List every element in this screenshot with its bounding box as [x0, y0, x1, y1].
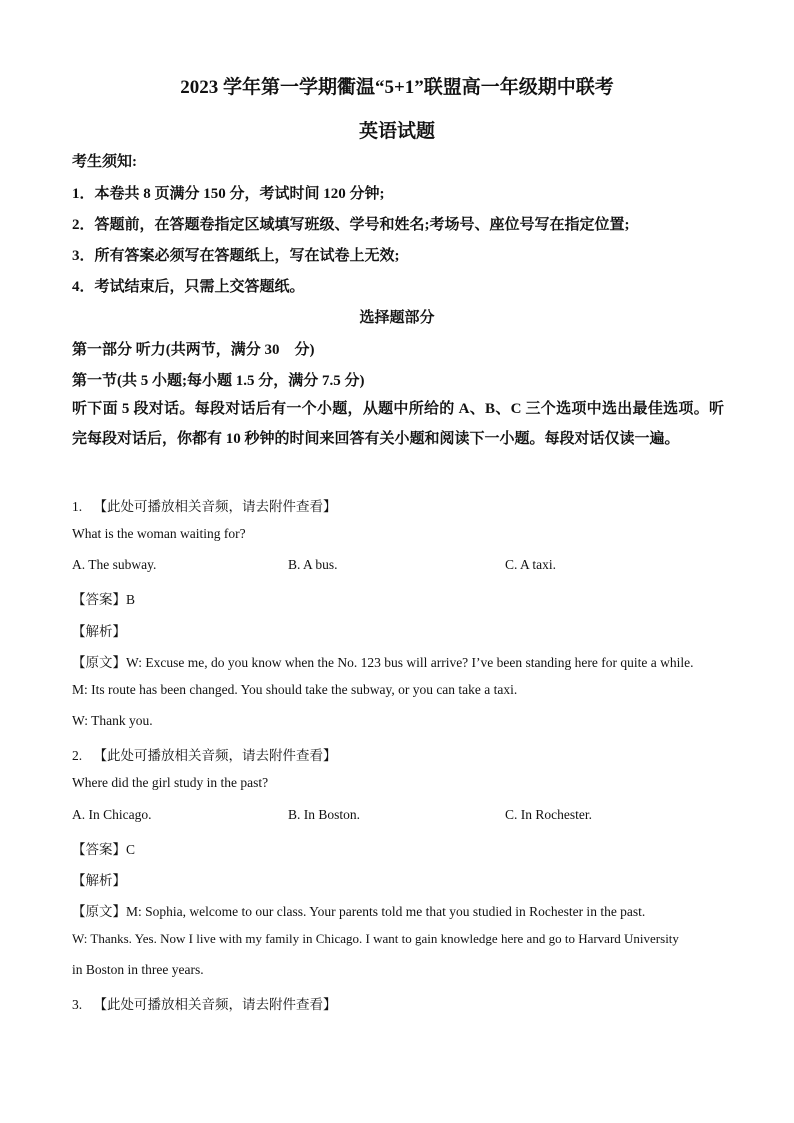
question-1-transcript-line: M: Its route has been changed. You should take the subway, or you can take a taxi.: [72, 682, 518, 697]
part-heading: 第一部分 听力(共两节，满分 30 分): [72, 342, 315, 358]
question-2-transcript-line: W: Thanks. Yes. Now I live with my family in Chicago. I want to gain knowledge here and go to Harvard University: [72, 931, 679, 946]
transcript-text: M: Sophia, welcome to our class. Your parents told me that you studied in Rochester in the past.: [126, 904, 646, 919]
audio-link[interactable]: 【此处可播放相关音频，请去附件查看】: [93, 748, 337, 764]
question-2-transcript-line: in Boston in three years.: [72, 962, 204, 977]
question-1-transcript-line: W: Thank you.: [72, 713, 153, 728]
original-label: 【原文】: [72, 655, 126, 671]
question-number: 3.: [72, 997, 83, 1012]
document-title: 2023 学年第一学期衢温“5+1”联盟高一年级期中联考: [180, 77, 614, 98]
section-heading: 第一节(共 5 小题;每小题 1.5 分，满分 7.5 分): [72, 373, 365, 389]
answer-label: 【答案】: [72, 592, 126, 608]
question-2-option-b: B. In Boston.: [288, 807, 361, 822]
audio-link[interactable]: 【此处可播放相关音频，请去附件查看】: [93, 499, 337, 515]
original-label: 【原文】: [72, 904, 126, 920]
question-number: 2.: [72, 748, 83, 763]
question-number: 1.: [72, 499, 83, 514]
answer-label: 【答案】: [72, 842, 126, 858]
answer-value: B: [126, 592, 136, 607]
question-2-option-c: C. In Rochester.: [505, 807, 592, 822]
question-2-analysis-label: 【解析】: [72, 873, 126, 889]
instructions-paragraph: 听下面 5 段对话。每段对话后有一个小题，从题中所给的 A、B、C 三个选项中选出最佳选项。听完每段对话后，你都有 10 秒钟的时间来回答有关小题和阅读下一小题。每段对话仅读一遍。: [72, 401, 724, 447]
notice-heading: 考生须知:: [72, 154, 137, 170]
question-1-transcript-line: [72, 651, 693, 671]
transcript-text: W: Excuse me, do you know when the No. 123 bus will arrive? I’ve been standing here for quite a while.: [126, 655, 694, 670]
question-2-text: Where did the girl study in the past?: [72, 775, 269, 790]
question-1-text: What is the woman waiting for?: [72, 526, 246, 541]
question-2-option-a: A. In Chicago.: [72, 807, 152, 822]
question-2-transcript-line: [72, 900, 645, 920]
question-1-analysis-label: 【解析】: [72, 624, 126, 640]
question-3-header: [72, 993, 337, 1013]
question-2-header: [72, 744, 337, 764]
question-1-option-a: A. The subway.: [72, 557, 157, 572]
question-1-header: [72, 495, 337, 515]
notice-item: 1．本卷共 8 页满分 150 分，考试时间 120 分钟;: [72, 186, 385, 202]
section-title: 选择题部分: [359, 310, 435, 326]
document-subtitle: 英语试题: [358, 121, 435, 142]
audio-link[interactable]: 【此处可播放相关音频，请去附件查看】: [93, 997, 337, 1013]
answer-value: C: [126, 842, 136, 857]
question-1-answer: [72, 588, 135, 608]
question-2-answer: [72, 838, 135, 858]
question-1-option-b: B. A bus.: [288, 557, 338, 572]
notice-item: 4．考试结束后，只需上交答题纸。: [72, 279, 305, 295]
question-1-option-c: C. A taxi.: [505, 557, 557, 572]
notice-item: 2．答题前，在答题卷指定区域填写班级、学号和姓名;考场号、座位号写在指定位置;: [72, 217, 630, 233]
notice-item: 3．所有答案必须写在答题纸上，写在试卷上无效;: [72, 248, 400, 264]
